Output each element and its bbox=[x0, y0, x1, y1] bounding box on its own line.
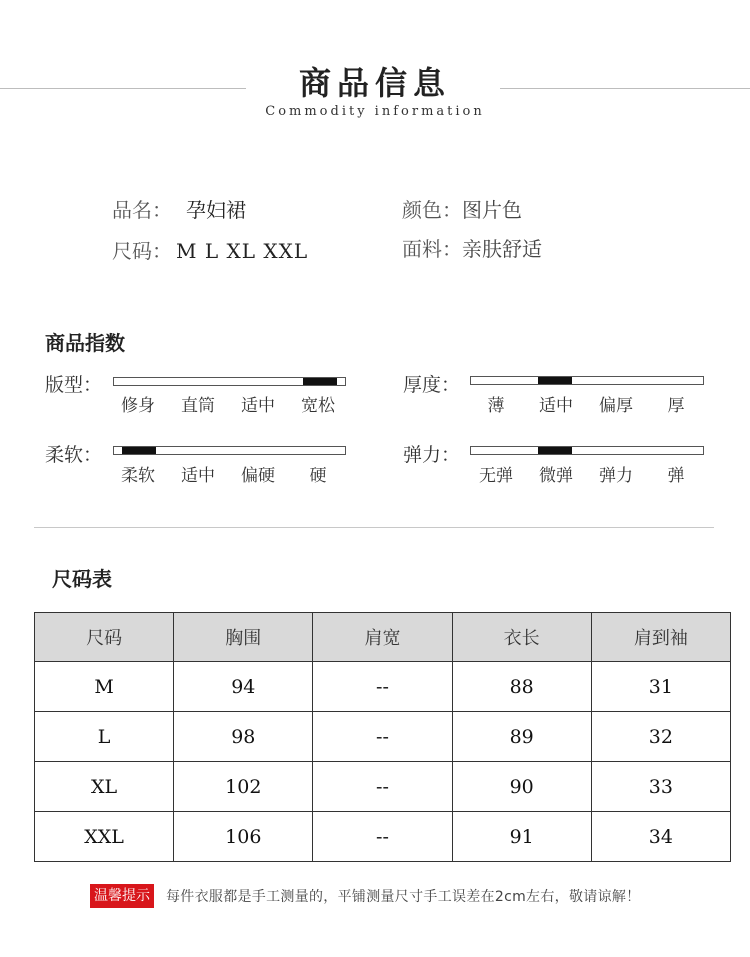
column-header-shoulder: 肩宽 bbox=[313, 613, 452, 662]
thickness-tick: 薄 bbox=[487, 396, 505, 416]
table-row bbox=[35, 812, 731, 862]
thickness-tick: 偏厚 bbox=[599, 396, 633, 416]
thickness-scale-indicator bbox=[538, 377, 572, 384]
softness-scale-indicator bbox=[122, 447, 156, 454]
page-title: 商品信息 bbox=[298, 64, 451, 102]
cell-bust: 98 bbox=[174, 712, 313, 762]
fit-tick: 直筒 bbox=[181, 396, 215, 416]
cell-sleeve: 31 bbox=[591, 662, 730, 712]
column-header-length: 衣长 bbox=[452, 613, 591, 662]
info-fabric-value: 亲肤舒适 bbox=[462, 237, 542, 261]
info-fabric-row bbox=[402, 233, 542, 262]
elasticity-label: 弹力： bbox=[403, 444, 461, 466]
column-header-size: 尺码 bbox=[35, 613, 174, 662]
softness-tick: 偏硬 bbox=[241, 466, 275, 486]
reminder-badge: 温馨提示 bbox=[90, 884, 154, 908]
elasticity-tick: 弹力 bbox=[599, 466, 633, 486]
cell-sleeve: 33 bbox=[591, 762, 730, 812]
thickness-label: 厚度： bbox=[403, 374, 461, 396]
index-section-title: 商品指数 bbox=[45, 331, 125, 355]
cell-size: L bbox=[35, 712, 174, 762]
cell-bust: 102 bbox=[174, 762, 313, 812]
info-name-row bbox=[112, 194, 246, 223]
info-name-value: 孕妇裙 bbox=[186, 198, 246, 222]
info-color-label: 颜色： bbox=[402, 198, 462, 222]
table-row bbox=[35, 662, 731, 712]
info-size-row bbox=[112, 235, 308, 264]
column-header-sleeve: 肩到袖 bbox=[591, 613, 730, 662]
cell-shoulder: -- bbox=[313, 762, 452, 812]
size-table-header-row bbox=[35, 613, 731, 662]
measurement-note: 每件衣服都是手工测量的，平铺测量尺寸手工误差在2cm左右，敬请谅解！ bbox=[166, 889, 641, 905]
info-size-label: 尺码： bbox=[112, 239, 172, 263]
softness-tick: 柔软 bbox=[121, 466, 155, 486]
cell-length: 91 bbox=[452, 812, 591, 862]
info-color-row bbox=[402, 194, 522, 223]
cell-length: 90 bbox=[452, 762, 591, 812]
fit-tick: 宽松 bbox=[301, 396, 335, 416]
thickness-tick: 适中 bbox=[539, 396, 573, 416]
elasticity-scale-bar bbox=[470, 446, 704, 455]
cell-length: 89 bbox=[452, 712, 591, 762]
section-divider bbox=[34, 527, 714, 528]
softness-label: 柔软： bbox=[45, 444, 103, 466]
softness-scale-bar bbox=[113, 446, 346, 455]
cell-sleeve: 34 bbox=[591, 812, 730, 862]
cell-shoulder: -- bbox=[313, 812, 452, 862]
fit-scale-bar bbox=[113, 377, 346, 386]
cell-size: XL bbox=[35, 762, 174, 812]
column-header-bust: 胸围 bbox=[174, 613, 313, 662]
table-row bbox=[35, 712, 731, 762]
fit-tick: 修身 bbox=[121, 396, 155, 416]
fit-scale-indicator bbox=[303, 378, 337, 385]
cell-shoulder: -- bbox=[313, 712, 452, 762]
info-size-value: M L XL XXL bbox=[176, 239, 309, 263]
page-subtitle: Commodity information bbox=[265, 104, 485, 119]
thickness-tick: 厚 bbox=[667, 396, 685, 416]
cell-bust: 106 bbox=[174, 812, 313, 862]
size-table-title: 尺码表 bbox=[52, 567, 112, 591]
elasticity-tick: 无弹 bbox=[479, 466, 513, 486]
softness-tick: 硬 bbox=[309, 466, 327, 486]
table-row bbox=[35, 762, 731, 812]
softness-tick: 适中 bbox=[181, 466, 215, 486]
size-table bbox=[34, 612, 731, 862]
info-color-value: 图片色 bbox=[462, 198, 522, 222]
info-fabric-label: 面料： bbox=[402, 237, 462, 261]
cell-shoulder: -- bbox=[313, 662, 452, 712]
cell-sleeve: 32 bbox=[591, 712, 730, 762]
cell-length: 88 bbox=[452, 662, 591, 712]
thickness-scale-bar bbox=[470, 376, 704, 385]
info-name-label: 品名： bbox=[112, 198, 172, 222]
elasticity-scale-indicator bbox=[538, 447, 572, 454]
cell-size: XXL bbox=[35, 812, 174, 862]
fit-label: 版型： bbox=[45, 374, 103, 396]
fit-tick: 适中 bbox=[241, 396, 275, 416]
elasticity-tick: 弹 bbox=[667, 466, 685, 486]
cell-bust: 94 bbox=[174, 662, 313, 712]
elasticity-tick: 微弹 bbox=[539, 466, 573, 486]
cell-size: M bbox=[35, 662, 174, 712]
